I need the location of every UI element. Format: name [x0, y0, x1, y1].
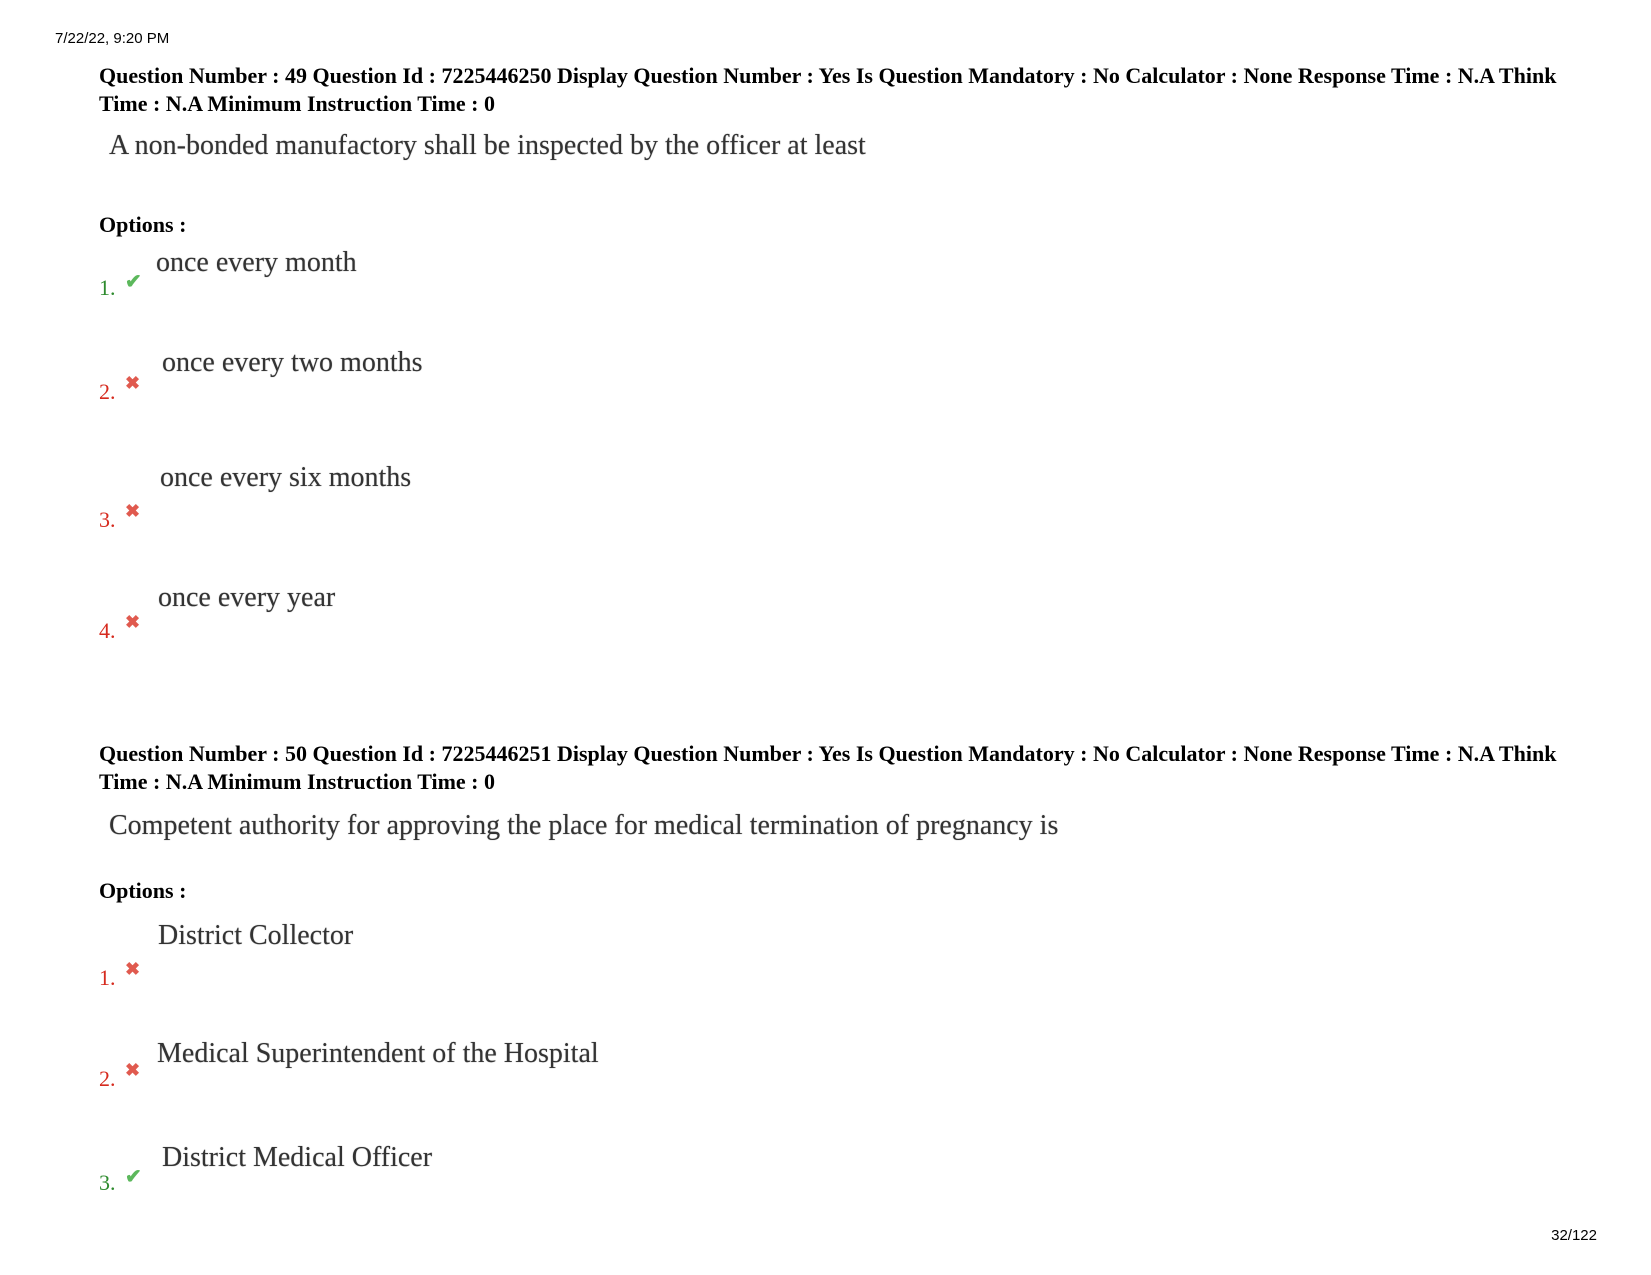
option-text: Medical Superintendent of the Hospital — [157, 1038, 599, 1069]
cross-icon: ✖ — [125, 1060, 141, 1080]
option-text: District Medical Officer — [162, 1142, 433, 1173]
option-4 — [99, 582, 1499, 662]
option-text: once every month — [156, 247, 357, 278]
check-icon: ✔ — [125, 271, 142, 293]
option-number: 2. — [99, 379, 116, 404]
option-number: 3. — [99, 1170, 116, 1195]
cross-icon: ✖ — [125, 501, 141, 521]
option-text: once every two months — [162, 347, 423, 378]
page-number: 32/122 — [1551, 1227, 1597, 1244]
check-icon: ✔ — [125, 1166, 142, 1188]
option-1 — [99, 920, 1499, 1000]
cross-icon: ✖ — [125, 959, 141, 979]
option-number: 1. — [99, 965, 116, 990]
question-50 — [99, 740, 1599, 1195]
option-1 — [99, 247, 1499, 327]
option-number: 3. — [99, 507, 116, 532]
question-49 — [99, 62, 1599, 643]
question-stem: Competent authority for approving the place for medical termination of pregnancy is — [109, 810, 1059, 841]
question-stem: A non-bonded manufactory shall be inspected by the officer at least — [109, 130, 866, 161]
options-label: Options : — [99, 878, 187, 903]
option-number: 1. — [99, 275, 116, 300]
print-datetime: 7/22/22, 9:20 PM — [55, 30, 170, 47]
option-number: 4. — [99, 618, 116, 643]
question-meta: Question Number : 50 Question Id : 7225446251 Display Question Number : Yes Is Question Mandatory : No Calculator : None Response Time : N.A Think Time : N.A Minimum Instruction Time : 0 — [99, 741, 1557, 794]
option-2 — [99, 1038, 1499, 1118]
option-3 — [99, 462, 1499, 542]
option-text: District Collector — [158, 920, 354, 951]
option-3 — [99, 1142, 1499, 1222]
option-text: once every year — [158, 582, 336, 613]
option-2 — [99, 347, 1499, 427]
cross-icon: ✖ — [125, 373, 141, 393]
options-label: Options : — [99, 212, 187, 237]
cross-icon: ✖ — [125, 612, 141, 632]
question-meta: Question Number : 49 Question Id : 7225446250 Display Question Number : Yes Is Question Mandatory : No Calculator : None Response Time : N.A Think Time : N.A Minimum Instruction Time : 0 — [99, 63, 1557, 116]
option-text: once every six months — [160, 462, 412, 493]
option-number: 2. — [99, 1066, 116, 1091]
